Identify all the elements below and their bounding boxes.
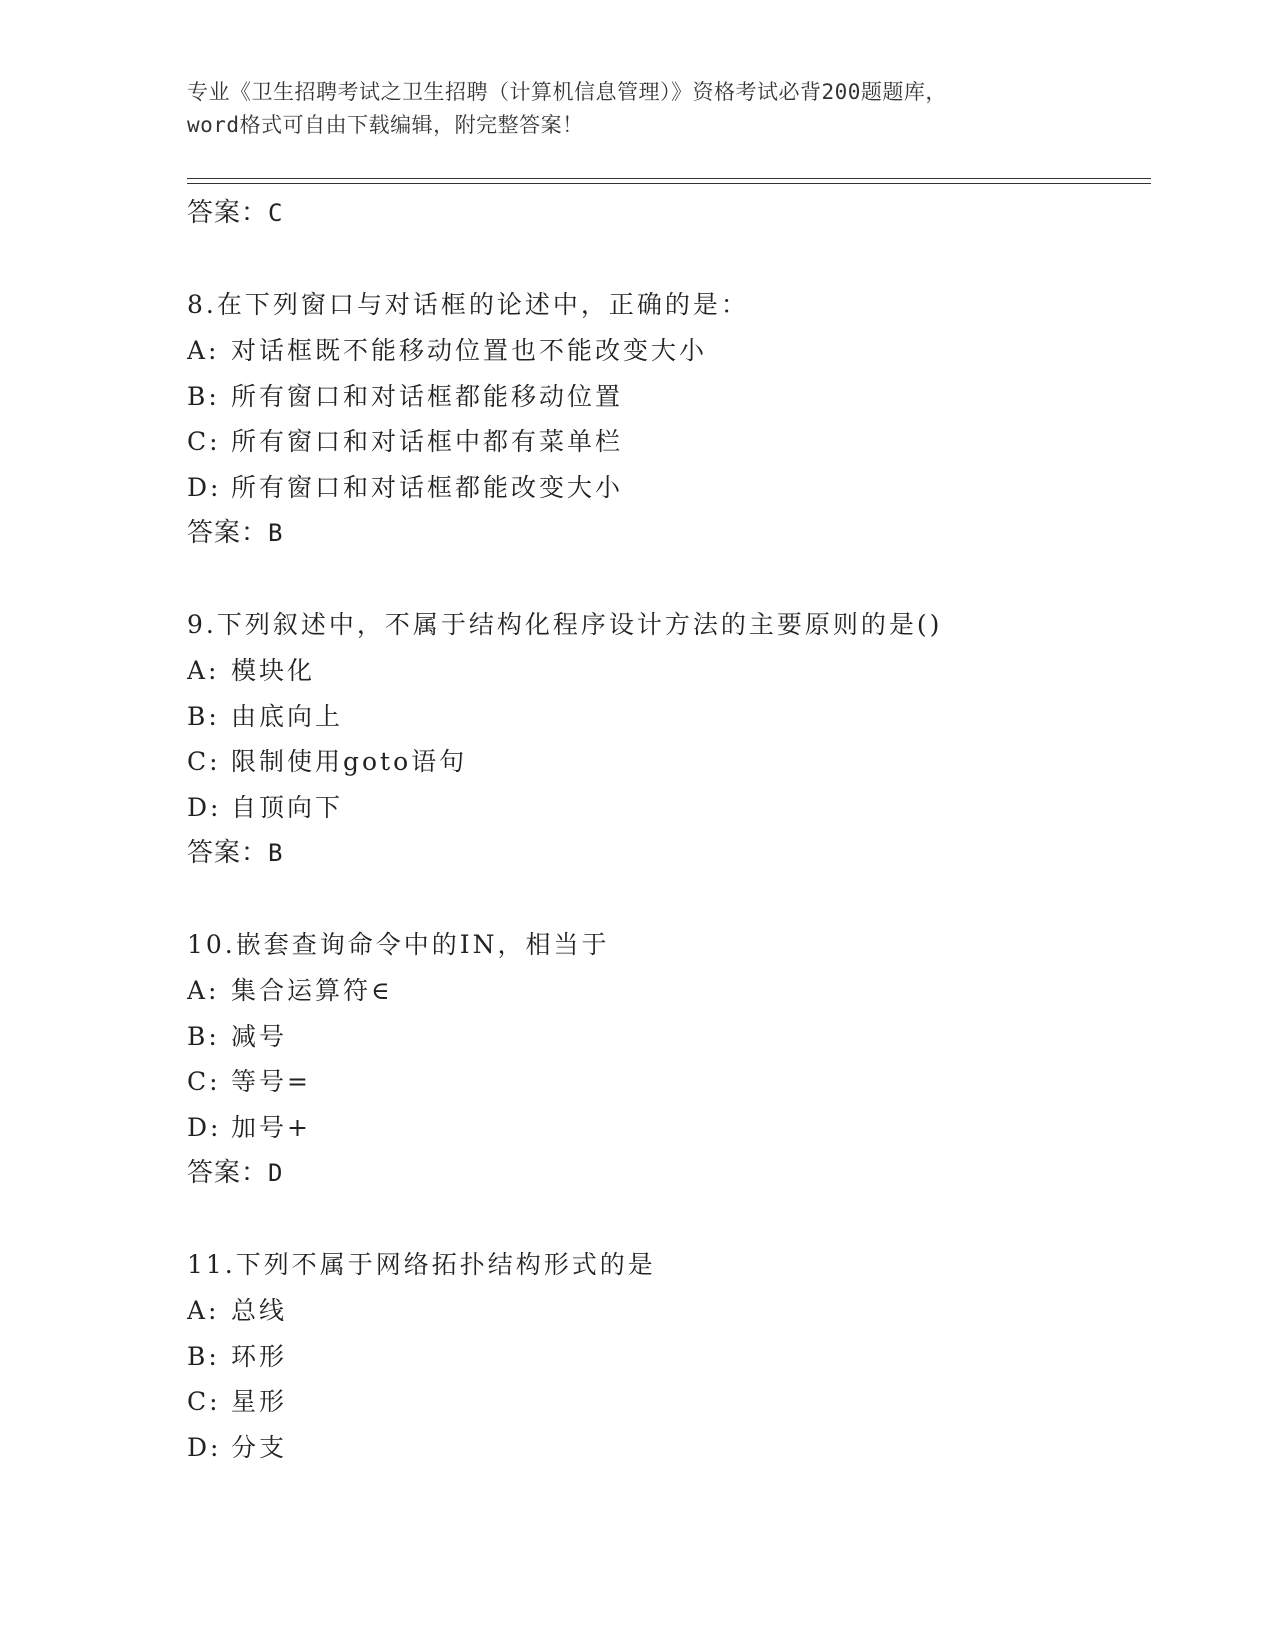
answer-label: 答案： [187, 838, 269, 868]
question-block [187, 282, 1147, 556]
option-a [187, 1288, 1147, 1334]
question-list [187, 190, 1147, 1470]
header-divider-top [187, 178, 1151, 179]
option-b [187, 694, 1147, 740]
option-text: 自顶向下 [231, 792, 344, 822]
document-header [187, 76, 1087, 142]
option-a [187, 968, 1147, 1014]
option-c [187, 1059, 1147, 1105]
option-letter: C: [187, 747, 221, 776]
option-letter: A: [187, 336, 220, 365]
option-d [187, 1425, 1147, 1471]
answer-value: C [268, 199, 284, 227]
option-b [187, 1334, 1147, 1380]
option-c [187, 1379, 1147, 1425]
answer-value: B [268, 839, 284, 867]
option-letter: B: [187, 701, 220, 731]
answer-label: 答案： [187, 518, 269, 548]
answer-value: D [268, 1159, 284, 1187]
option-text: 限制使用goto语句 [231, 747, 468, 776]
option-text: 加号+ [231, 1112, 311, 1142]
spacer [187, 556, 1147, 602]
question-text: 8.在下列窗口与对话框的论述中，正确的是： [187, 290, 749, 319]
question-text: 9.下列叙述中，不属于结构化程序设计方法的主要原则的是() [187, 610, 943, 639]
option-text: 环形 [231, 1341, 288, 1371]
answer-line [187, 190, 1147, 236]
option-letter: D: [187, 792, 222, 822]
option-letter: A: [187, 1296, 220, 1325]
spacer [187, 876, 1147, 922]
question-block [187, 1242, 1147, 1470]
option-d [187, 1105, 1147, 1151]
option-letter: C: [187, 1067, 221, 1096]
answer-label: 答案： [187, 198, 269, 228]
question-block [187, 602, 1147, 876]
question-text: 10.嵌套查询命令中的IN，相当于 [187, 930, 610, 959]
option-text: 由底向上 [231, 701, 344, 731]
spacer [187, 236, 1147, 282]
option-letter: C: [187, 1387, 221, 1416]
header-line-1: 专业《卫生招聘考试之卫生招聘（计算机信息管理）》资格考试必背200题题库， [187, 80, 947, 104]
option-letter: A: [187, 976, 220, 1005]
option-c [187, 419, 1147, 465]
option-c [187, 739, 1147, 785]
option-letter: B: [187, 1341, 220, 1371]
option-text: 星形 [231, 1387, 288, 1416]
option-letter: C: [187, 427, 221, 456]
answer-value: B [268, 519, 284, 547]
option-text: 所有窗口和对话框都能改变大小 [231, 472, 624, 502]
header-divider-bottom [187, 183, 1151, 184]
option-text: 模块化 [231, 656, 316, 685]
option-text: 分支 [231, 1432, 288, 1462]
header-line-2: word格式可自由下载编辑，附完整答案！ [187, 113, 584, 137]
option-text: 总线 [231, 1296, 288, 1325]
option-letter: B: [187, 381, 220, 411]
question-block [187, 922, 1147, 1196]
option-letter: D: [187, 1432, 222, 1462]
option-letter: D: [187, 472, 222, 502]
answer-line [187, 510, 1147, 556]
option-d [187, 785, 1147, 831]
option-letter: A: [187, 656, 220, 685]
option-text: 对话框既不能移动位置也不能改变大小 [231, 336, 708, 365]
option-d [187, 465, 1147, 511]
option-text: 减号 [231, 1021, 288, 1051]
answer-line [187, 1150, 1147, 1196]
option-b [187, 374, 1147, 420]
option-letter: D: [187, 1112, 222, 1142]
option-text: 等号= [231, 1067, 311, 1096]
option-text: 集合运算符∈ [231, 976, 393, 1005]
question-text: 11.下列不属于网络拓扑结构形式的是 [187, 1250, 656, 1279]
answer-line [187, 830, 1147, 876]
option-text: 所有窗口和对话框中都有菜单栏 [231, 427, 624, 456]
option-letter: B: [187, 1021, 220, 1051]
option-a [187, 648, 1147, 694]
option-text: 所有窗口和对话框都能移动位置 [231, 381, 624, 411]
answer-label: 答案： [187, 1158, 269, 1188]
option-b [187, 1014, 1147, 1060]
spacer [187, 1196, 1147, 1242]
option-a [187, 328, 1147, 374]
